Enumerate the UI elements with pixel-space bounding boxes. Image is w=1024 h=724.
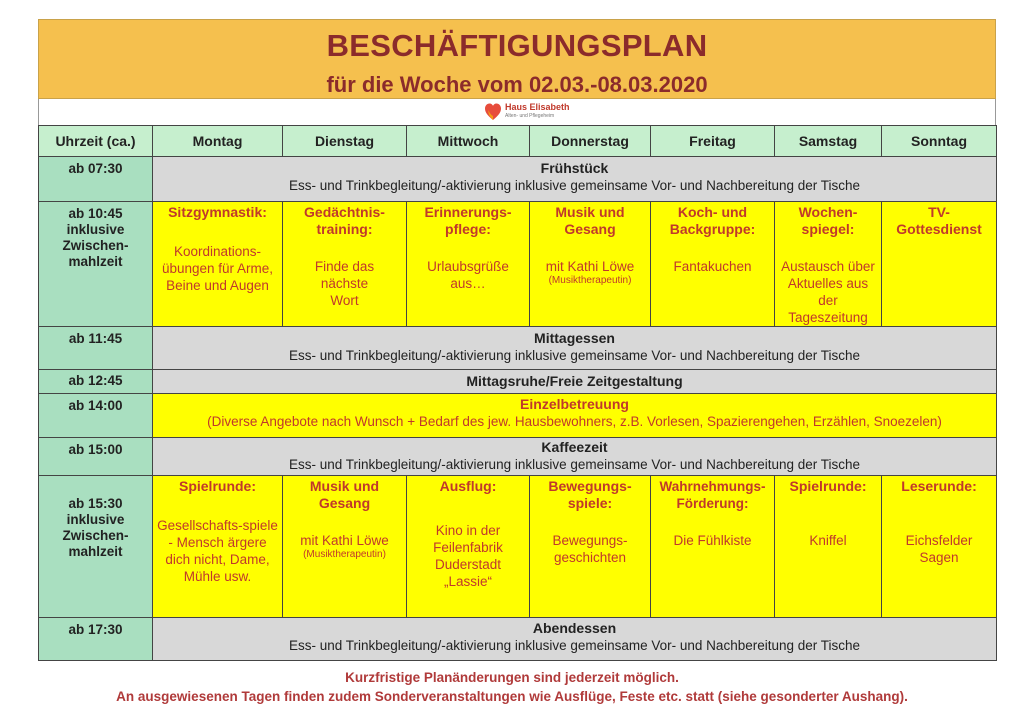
meal-cell-lunch — [153, 327, 997, 370]
activity-description: Die Fühlkiste — [673, 533, 752, 548]
activity-cell-monday — [153, 476, 283, 618]
meal-description: Ess- und Trinkbegleitung/-aktivierung inklusive gemeinsame Vor- und Nachbereitung der Tische — [288, 348, 861, 363]
activity-description: Kniffel — [809, 533, 847, 548]
activity-title: Spielrunde: — [789, 478, 867, 494]
time-cell: ab 15:00 — [39, 438, 153, 476]
column-header-saturday: Samstag — [775, 126, 882, 157]
row-1045 — [39, 202, 997, 327]
time-cell: ab 15:30 inklusive Zwischen-mahlzeit — [39, 476, 153, 618]
activity-cell-friday — [651, 202, 775, 327]
activity-description: Koordinations-übungen für Arme, Beine und Augen — [161, 244, 274, 293]
footer-note-1: Kurzfristige Planänderungen sind jederzeit möglich. — [345, 670, 679, 685]
page-subtitle: für die Woche vom 02.03.-08.03.2020 — [326, 72, 708, 97]
column-header-wednesday: Mittwoch — [407, 126, 530, 157]
activity-cell-saturday — [775, 476, 882, 618]
time-cell: ab 12:45 — [39, 370, 153, 394]
activity-title: Sitzgymnastik: — [168, 204, 267, 220]
activity-note: (Musiktherapeutin) — [303, 549, 386, 560]
row-0730 — [39, 157, 997, 202]
activity-description: Bewegungs-geschichten — [552, 533, 628, 565]
meal-description: Ess- und Trinkbegleitung/-aktivierung inklusive gemeinsame Vor- und Nachbereitung der Tische — [288, 457, 861, 472]
time-cell: ab 10:45 inklusive Zwischen-mahlzeit — [39, 202, 153, 327]
row-1730 — [39, 618, 997, 661]
column-header-tuesday: Dienstag — [283, 126, 407, 157]
activity-title: Ausflug: — [439, 478, 497, 494]
activity-description: Kino in der Feilenfabrik Duderstadt „Lassie“ — [433, 523, 503, 589]
activity-cell-thursday — [530, 202, 651, 327]
activity-title: Musik und Gesang — [555, 204, 625, 237]
meal-title: Mittagessen — [534, 330, 615, 346]
header-row — [39, 126, 997, 157]
meal-title: Frühstück — [540, 160, 609, 176]
meal-description: Ess- und Trinkbegleitung/-aktivierung inklusive gemeinsame Vor- und Nachbereitung der Tische — [288, 178, 861, 193]
activity-title: Wochen-spiegel: — [798, 204, 858, 237]
care-title: Einzelbetreuung — [520, 396, 629, 412]
activity-description: Urlaubsgrüße aus… — [427, 259, 509, 291]
time-cell: ab 07:30 — [39, 157, 153, 202]
schedule-table — [38, 125, 997, 661]
time-cell: ab 17:30 — [39, 618, 153, 661]
activity-description: Eichsfelder Sagen — [905, 533, 973, 565]
row-1500 — [39, 438, 997, 476]
activity-description: Austausch über Aktuelles aus der Tageszeitung — [781, 259, 875, 325]
activity-cell-friday — [651, 476, 775, 618]
activity-cell-tuesday — [283, 202, 407, 327]
logo-bar — [38, 99, 996, 125]
activity-title: Spielrunde: — [178, 478, 256, 494]
column-header-friday: Freitag — [651, 126, 775, 157]
page-title: BESCHÄFTIGUNGSPLAN — [326, 28, 708, 63]
logo-name: Haus Elisabeth — [505, 102, 570, 112]
activity-cell-sunday — [882, 476, 997, 618]
activity-title: Bewegungs-spiele: — [548, 478, 632, 511]
activity-cell-wednesday — [407, 202, 530, 327]
activity-title: TV-Gottesdienst — [896, 204, 982, 237]
activity-description: mit Kathi Löwe — [545, 259, 635, 274]
plan-header — [38, 19, 996, 99]
logo — [485, 102, 570, 122]
time-cell: ab 14:00 — [39, 394, 153, 438]
rest-title: Mittagsruhe/Freie Zeitgestaltung — [466, 373, 683, 389]
row-1245 — [39, 370, 997, 394]
activity-note: (Musiktherapeutin) — [548, 275, 632, 286]
rest-cell — [153, 370, 997, 394]
activity-cell-sunday — [882, 202, 997, 327]
footer-note-2: An ausgewiesenen Tagen finden zudem Sonderveranstaltungen wie Ausflüge, Feste etc. statt (siehe gesonderter Aushang). — [116, 689, 908, 704]
column-header-thursday: Donnerstag — [530, 126, 651, 157]
activity-title: Musik und Gesang — [309, 478, 380, 511]
activity-title: Koch- und Backgruppe: — [669, 204, 756, 237]
meal-cell-coffee — [153, 438, 997, 476]
activity-cell-monday — [153, 202, 283, 327]
heart-logo-icon — [485, 103, 501, 121]
activity-title: Gedächtnis-training: — [304, 204, 385, 237]
activity-description: Gesellschafts-spiele - Mensch ärgere dich nicht, Dame, Mühle usw. — [157, 518, 278, 584]
activity-cell-saturday — [775, 202, 882, 327]
row-1530 — [39, 476, 997, 618]
column-header-monday: Montag — [153, 126, 283, 157]
meal-description: Ess- und Trinkbegleitung/-aktivierung inklusive gemeinsame Vor- und Nachbereitung der Tische — [288, 638, 861, 653]
logo-tagline: Alten- und Pflegeheim — [505, 113, 555, 119]
time-cell: ab 11:45 — [39, 327, 153, 370]
individual-care-cell — [153, 394, 997, 438]
activity-title: Leserunde: — [901, 478, 977, 494]
activity-cell-wednesday — [407, 476, 530, 618]
column-header-time: Uhrzeit (ca.) — [39, 126, 153, 157]
activity-description: Finde das nächste Wort — [314, 259, 375, 308]
column-header-sunday: Sonntag — [882, 126, 997, 157]
row-1400 — [39, 394, 997, 438]
care-description: (Diverse Angebote nach Wunsch + Bedarf des jew. Hausbewohners, z.B. Vorlesen, Spazierengehen, Erzählen, Snoezelen) — [207, 414, 942, 429]
meal-cell-breakfast — [153, 157, 997, 202]
meal-title: Kaffeezeit — [541, 439, 608, 455]
activity-description: Fantakuchen — [673, 259, 752, 274]
meal-title: Abendessen — [532, 620, 617, 636]
activity-description: mit Kathi Löwe — [300, 533, 389, 548]
row-1145 — [39, 327, 997, 370]
activity-cell-tuesday — [283, 476, 407, 618]
activity-title: Erinnerungs-pflege: — [424, 204, 512, 237]
meal-cell-dinner — [153, 618, 997, 661]
activity-title: Wahrnehmungs-Förderung: — [659, 479, 766, 511]
activity-cell-thursday — [530, 476, 651, 618]
